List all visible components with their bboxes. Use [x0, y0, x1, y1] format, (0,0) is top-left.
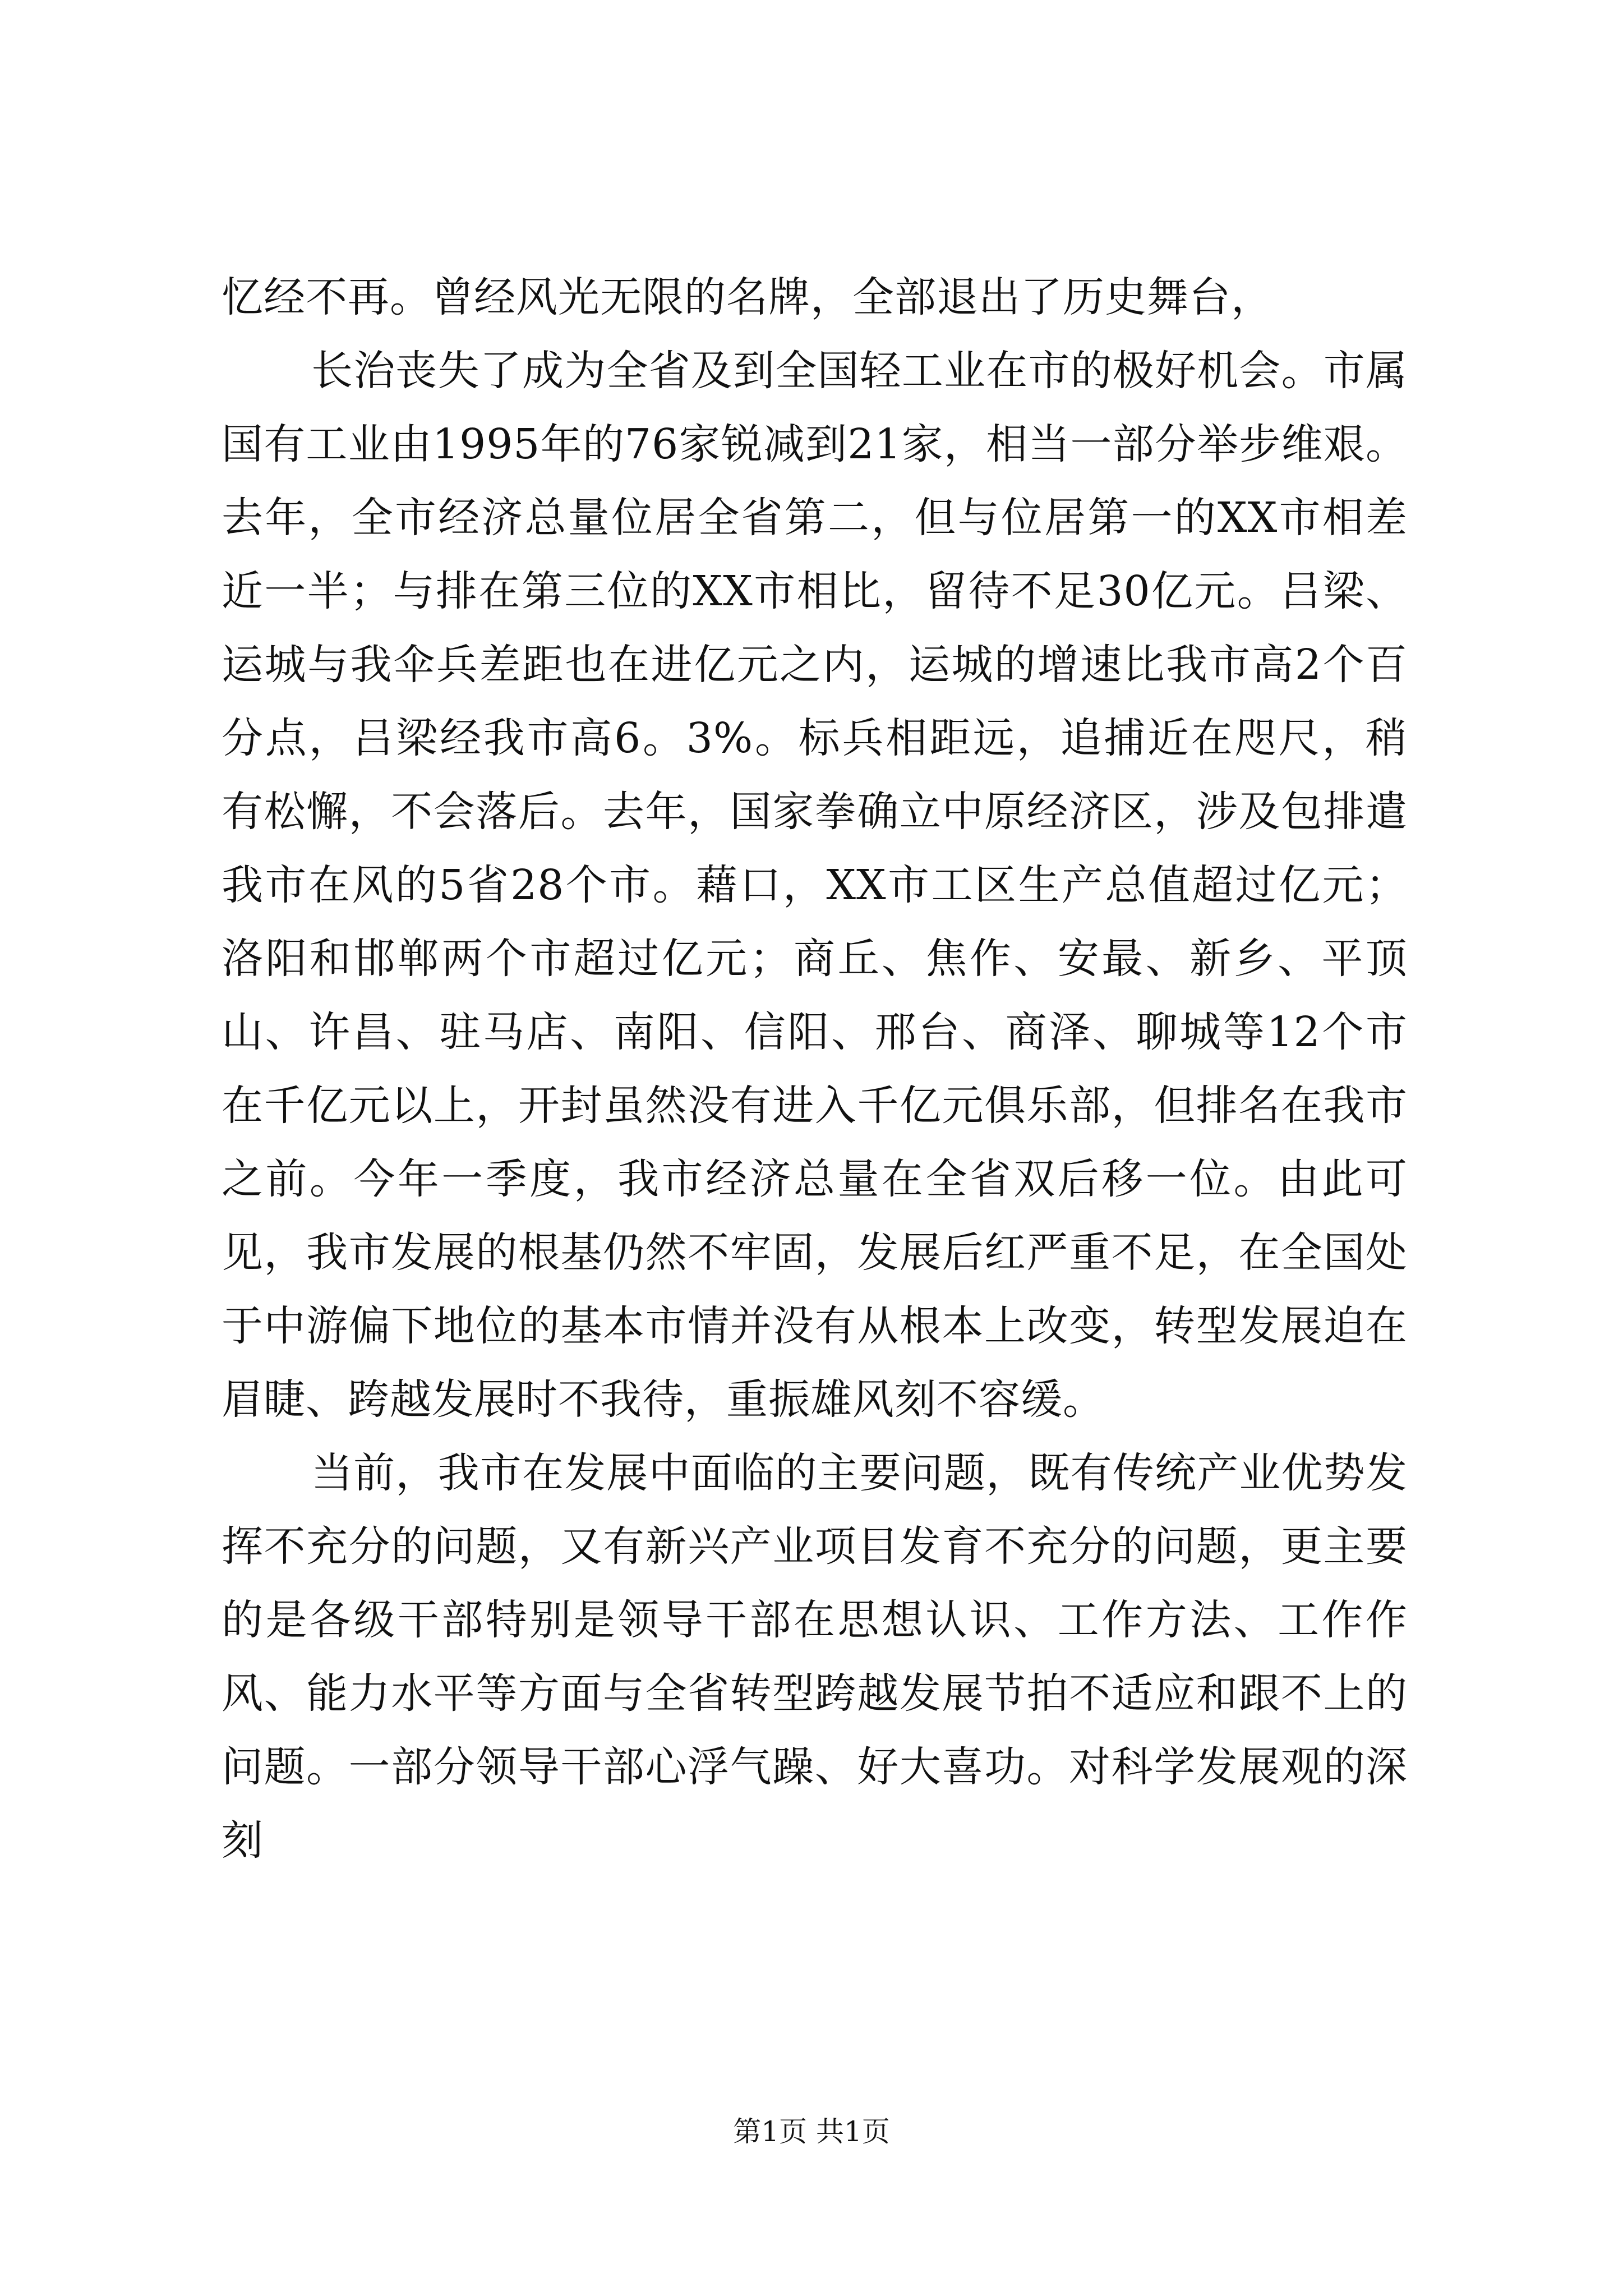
document-body: [222, 261, 1408, 1878]
page-number-footer: 第1页 共1页: [733, 2115, 890, 2148]
paragraph-1: 忆经不再。曾经风光无限的名牌，全部退出了历史舞台，: [222, 273, 1273, 321]
paragraph-2: 长治丧失了成为全省及到全国轻工业在市的极好机会。市属国有工业由1995年的76家锐减到21家，相当一部分举步维艰。去年，全市经济总量位居全省第二，但与位居第一的XX市相差近一半；与排在第三位的XX市相比，留待不足30亿元。吕梁、运城与我伞兵差距也在进亿元之内，运城的增速比我市高2个百分点，吕梁经我市高6。3%。标兵相距远，追捕近在咫尺，稍有松懈，不会落后。去年，国家拳确立中原经济区，涉及包排遣我市在风的5省28个市。藉口，XX市工区生产总值超过亿元；洛阳和邯郸两个市超过亿元；商丘、焦作、安最、新乡、平顶山、许昌、驻马店、南阳、信阳、邢台、商泽、聊城等12个市在千亿元以上，开封虽然没有进入千亿元俱乐部，但排名在我市之前。今年一季度，我市经济总量在全省双后移一位。由此可见，我市发展的根基仍然不牢固，发展后红严重不足，在全国处于中游偏下地位的基本市情并没有从根本上改变，转型发展迫在眉睫、跨越发展时不我待，重振雄风刻不容缓。: [222, 347, 1408, 1424]
paragraph-3: 当前，我市在发展中面临的主要问题，既有传统产业优势发挥不充分的问题，又有新兴产业项目发育不充分的问题，更主要的是各级干部特别是领导干部在思想认识、工作方法、工作作风、能力水平等方面与全省转型跨越发展节拍不适应和跟不上的问题。一部分领导干部心浮气躁、好大喜功。对科学发展观的深刻: [222, 1449, 1408, 1865]
